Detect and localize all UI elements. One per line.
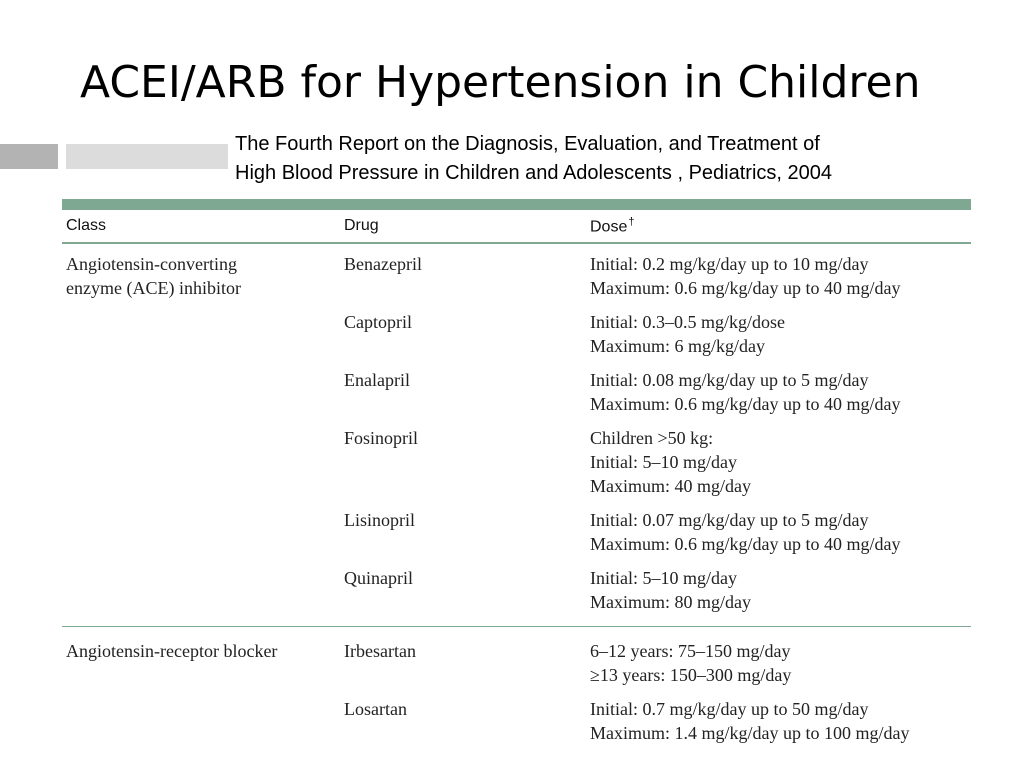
accent-bar-left bbox=[0, 144, 58, 169]
drug-cell: Quinapril bbox=[340, 566, 586, 627]
drug-cell: Fosinopril bbox=[344, 428, 419, 448]
dose-line: Maximum: 0.6 mg/kg/day up to 40 mg/day bbox=[590, 534, 901, 554]
drug-cell: Irbesartan bbox=[344, 641, 416, 661]
drug-cell: Losartan bbox=[344, 699, 407, 719]
drug-cell: Enalapril bbox=[344, 370, 410, 390]
header-class: Class bbox=[62, 210, 340, 243]
dose-line: ≥13 years: 150–300 mg/day bbox=[590, 665, 792, 685]
citation-line: The Fourth Report on the Diagnosis, Evaluation, and Treatment of bbox=[235, 133, 820, 155]
drug-cell: Lisinopril bbox=[344, 510, 415, 530]
dose-cell bbox=[586, 627, 971, 698]
table-row bbox=[62, 368, 971, 426]
slide-title: ACEI/ARB for Hypertension in Children bbox=[80, 57, 921, 108]
dose-cell bbox=[586, 697, 971, 745]
dose-line: Maximum: 1.4 mg/kg/day up to 100 mg/day bbox=[590, 723, 910, 743]
table-top-rule bbox=[62, 199, 971, 210]
dose-cell bbox=[586, 368, 971, 426]
class-label-line: enzyme (ACE) inhibitor bbox=[66, 278, 241, 298]
table-row bbox=[62, 508, 971, 566]
table-row bbox=[62, 627, 971, 698]
dose-line: Initial: 0.3–0.5 mg/kg/dose bbox=[590, 312, 785, 332]
class-cell bbox=[62, 426, 340, 508]
class-cell bbox=[62, 697, 340, 745]
dose-line: Children >50 kg: bbox=[590, 428, 714, 448]
dose-cell bbox=[586, 310, 971, 368]
dose-line: Maximum: 80 mg/day bbox=[590, 592, 751, 612]
drug-cell: Captopril bbox=[344, 312, 412, 332]
dagger-footnote-mark: † bbox=[628, 215, 635, 228]
dose-line: Initial: 5–10 mg/day bbox=[590, 452, 737, 472]
class-label-line: Angiotensin-converting bbox=[66, 254, 237, 274]
table-header-row bbox=[62, 210, 971, 243]
dose-line: Initial: 0.07 mg/kg/day up to 5 mg/day bbox=[590, 510, 869, 530]
dosing-table bbox=[62, 199, 971, 745]
class-cell bbox=[62, 566, 340, 627]
class-cell bbox=[62, 243, 340, 310]
header-dose-label: Dose bbox=[590, 218, 628, 236]
dose-line: 6–12 years: 75–150 mg/day bbox=[590, 641, 791, 661]
dose-line: Initial: 0.7 mg/kg/day up to 50 mg/day bbox=[590, 699, 869, 719]
class-cell bbox=[62, 627, 340, 698]
table-row bbox=[62, 566, 971, 627]
table-row bbox=[62, 697, 971, 745]
citation-line: High Blood Pressure in Children and Adolescents , Pediatrics, 2004 bbox=[235, 162, 833, 184]
dose-line: Maximum: 40 mg/day bbox=[590, 476, 751, 496]
table-body bbox=[62, 243, 971, 745]
header-drug: Drug bbox=[340, 210, 586, 243]
table-row bbox=[62, 310, 971, 368]
table-row bbox=[62, 243, 971, 310]
dose-cell bbox=[586, 508, 971, 566]
dose-cell bbox=[586, 426, 971, 508]
table-row bbox=[62, 426, 971, 508]
dose-cell bbox=[586, 243, 971, 310]
class-cell bbox=[62, 310, 340, 368]
dose-line: Initial: 0.08 mg/kg/day up to 5 mg/day bbox=[590, 370, 869, 390]
class-cell bbox=[62, 508, 340, 566]
dose-line: Maximum: 0.6 mg/kg/day up to 40 mg/day bbox=[590, 278, 901, 298]
citation bbox=[228, 128, 1024, 188]
class-label-line: Angiotensin-receptor blocker bbox=[66, 641, 278, 661]
dose-line: Maximum: 6 mg/kg/day bbox=[590, 336, 765, 356]
dose-line: Initial: 0.2 mg/kg/day up to 10 mg/day bbox=[590, 254, 869, 274]
dose-line: Initial: 5–10 mg/day bbox=[590, 568, 737, 588]
drug-cell: Benazepril bbox=[344, 254, 422, 274]
drug-table bbox=[62, 210, 971, 745]
dose-cell bbox=[586, 566, 971, 627]
class-cell bbox=[62, 368, 340, 426]
header-dose bbox=[586, 210, 971, 243]
dose-line: Maximum: 0.6 mg/kg/day up to 40 mg/day bbox=[590, 394, 901, 414]
